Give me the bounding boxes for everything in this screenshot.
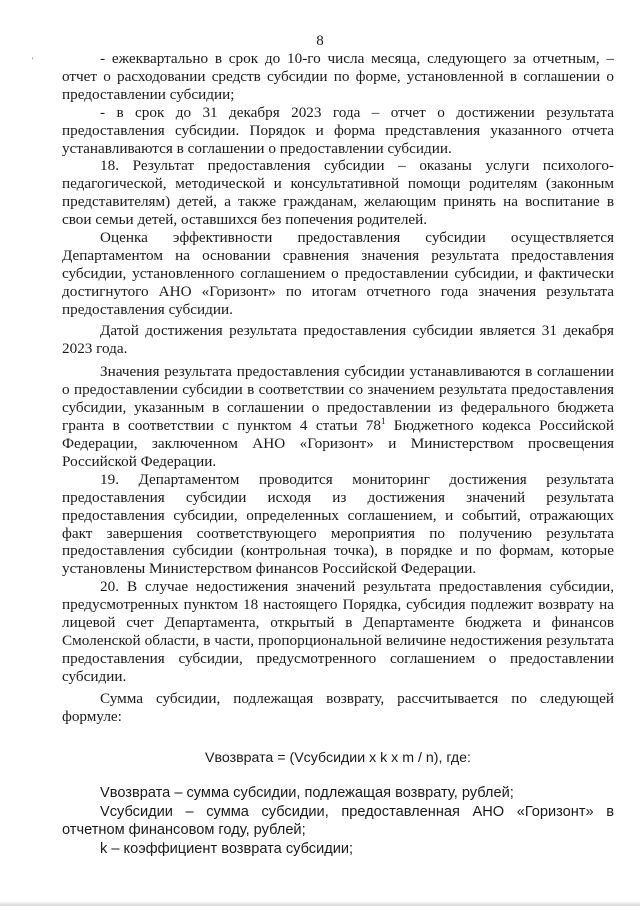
definition-v-subsidy: Vсубсидии – сумма субсидии, предоставленная АНО «Горизонт» в отчетном финансовом году, рублей; [62, 803, 614, 839]
definition-k-coefficient: k – коэффициент возврата субсидии; [100, 840, 354, 857]
paragraph-result-report: - в срок до 31 декабря 2023 года – отчет о достижении результата предоставления субсидии. Порядок и форма представления указанного отчета устанавливаются в соглашении о предоставлении субсидии. [62, 103, 614, 157]
paragraph-evaluation: Оценка эффективности предоставления субсидии осуществляется Департаментом на основании сравнения значения результата предоставления субсидии, установленного соглашением о предоставлении субсидии, и фактически достигнутого АНО «Горизонт» по итогам отчетного года значения результата предоставления субсидии. [62, 229, 614, 318]
margin-mark: ' [32, 56, 34, 65]
document-body [62, 50, 614, 858]
scan-bottom-edge [0, 901, 640, 906]
refund-formula: Vвозврата = (Vсубсидии х k х m / n), где: [205, 749, 471, 766]
paragraph-formula-intro: Сумма субсидии, подлежащая возврату, рассчитывается по следующей формуле: [62, 689, 614, 725]
paragraph-result-values [62, 363, 614, 470]
result-values-tail: Бюджетного кодекса Российской Федерации, заключенном АНО «Горизонт» и Министерством просвещения Российской Федерации. [62, 417, 614, 470]
page-number: 8 [316, 33, 324, 49]
paragraph-quarterly-report: - ежеквартально в срок до 10-го числа месяца, следующего за отчетным, – отчет о расходовании средств субсидии по форме, установленной в соглашении о предоставлении субсидии; [62, 50, 614, 103]
result-values-text: Значения результата предоставления субсидии устанавливаются в соглашении о предоставлении субсидии в соответствии со значением результата предоставления субсидии, указанным в соглашении о предоставлении из федерального бюджета гранта в соответствии с пунктом 4 статьи 78 [62, 363, 614, 435]
definition-v-refund: Vвозврата – сумма субсидии, подлежащая возврату, рублей; [100, 785, 514, 802]
paragraph-20-refund: 20. В случае недостижения значений результата предоставления субсидии, предусмотренных пунктом 18 настоящего Порядка, субсидия подлежит возврату на лицевой счет Департамента, открытый в Департаменте бюджета и финансов Смоленской области, в части, пропорциональной величине недостижения результата предоставления субсидии, предусмотренного соглашением о предоставлении субсидии. [62, 578, 614, 685]
paragraph-achievement-date: Датой достижения результата предоставления субсидии является 31 декабря 2023 года. [62, 321, 614, 357]
paragraph-18-result: 18. Результат предоставления субсидии – оказаны услуги психолого-педагогической, методической и консультативной помощи родителям (законным представителям) детей, а также гражданам, желающим принять на воспитание в свои семьи детей, оставшихся без попечения родителей. [62, 157, 614, 229]
article-superscript: 1 [380, 416, 386, 427]
paragraph-19-monitoring: 19. Департаментом проводится мониторинг достижения результата предоставления субсидии исходя из достижения значений результата предоставления субсидии, определенных соглашением, и событий, отражающих факт завершения соответствующего мероприятия по получению результата предоставления субсидии (контрольная точка), в порядке и по формам, которые установлены Министерством финансов Российской Федерации. [62, 470, 614, 578]
